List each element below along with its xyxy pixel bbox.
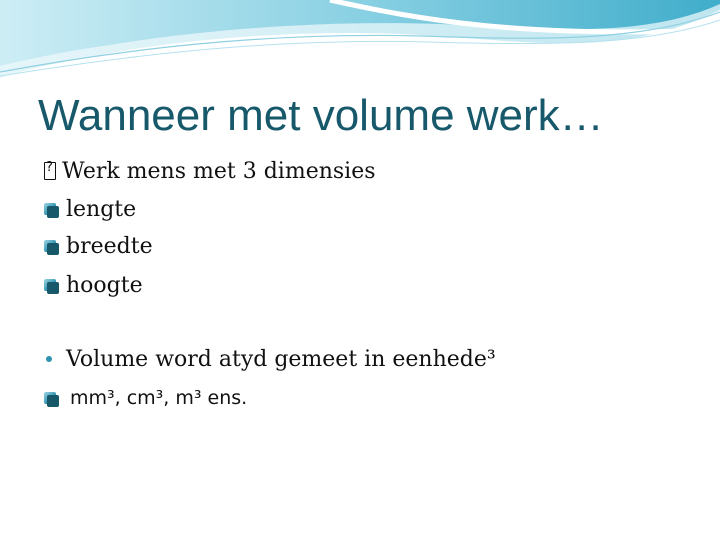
header-wave-decoration bbox=[0, 0, 720, 90]
square-bullet-icon bbox=[44, 279, 56, 291]
square-bullet-icon bbox=[44, 240, 56, 252]
list-item-height bbox=[44, 270, 143, 300]
intro-text: Werk mens met 3 dimensies bbox=[62, 158, 376, 184]
intro-line bbox=[44, 156, 376, 186]
list-item-length bbox=[44, 194, 136, 224]
square-bullet-icon bbox=[44, 203, 56, 215]
slide-title: Wanneer met volume werk… bbox=[38, 91, 604, 140]
list-item-width bbox=[44, 231, 153, 261]
dot-bullet-icon bbox=[46, 356, 52, 362]
units-line bbox=[44, 383, 247, 413]
statement-line bbox=[46, 344, 496, 374]
list-item-label: breedte bbox=[66, 233, 153, 259]
square-bullet-icon bbox=[44, 392, 56, 404]
statement-text: Volume word atyd gemeet in eenhede³ bbox=[66, 346, 496, 372]
units-text: mm³, cm³, m³ ens. bbox=[70, 387, 248, 409]
missing-glyph-icon bbox=[44, 162, 56, 180]
list-item-label: lengte bbox=[66, 196, 137, 222]
list-item-label: hoogte bbox=[66, 272, 143, 298]
